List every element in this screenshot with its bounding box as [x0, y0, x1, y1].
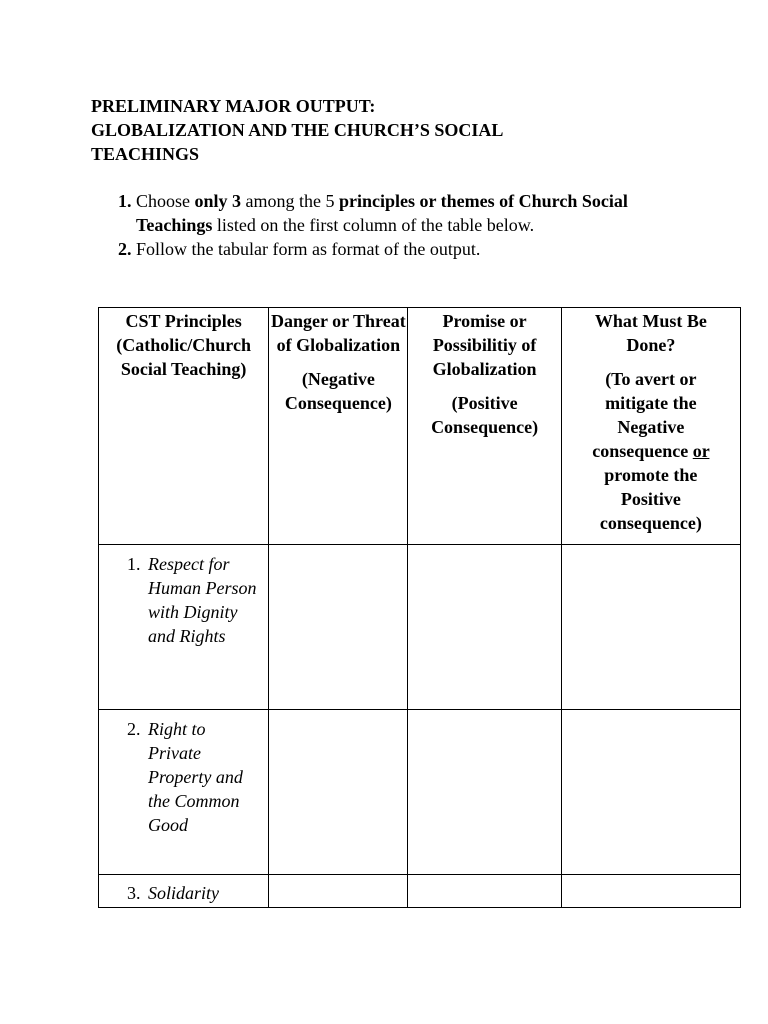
header-cst-principles: CST Principles (Catholic/Church Social Teaching): [99, 308, 269, 545]
title-line: GLOBALIZATION AND THE CHURCH’S SOCIAL: [91, 120, 504, 140]
title-line: PRELIMINARY MAJOR OUTPUT:: [91, 96, 376, 116]
empty-cell[interactable]: [561, 545, 740, 710]
principle-cell: 2. Right to Private Property and the Common Good: [99, 710, 269, 875]
header-promise: Promise or Possibilitiy of Globalization (Positive Consequence): [408, 308, 561, 545]
empty-cell[interactable]: [269, 710, 408, 875]
instruction-item: 2. Follow the tabular form as format of the output.: [136, 237, 696, 261]
table-row: [99, 875, 741, 908]
output-table: [98, 307, 741, 908]
title-line: TEACHINGS: [91, 144, 200, 164]
instruction-item: 1. Choose only 3 among the 5 principles or themes of Church Social Teachings listed on the first column of the table below.: [136, 189, 696, 237]
header-danger: Danger or Threat of Globalization (Negative Consequence): [269, 308, 408, 545]
instructions-list: [91, 189, 696, 261]
empty-cell[interactable]: [561, 710, 740, 875]
header-what-must-be-done: What Must Be Done? (To avert or mitigate the Negative consequence or promote the Positive consequence): [561, 308, 740, 545]
empty-cell[interactable]: [561, 875, 740, 908]
table-row: [99, 545, 741, 710]
table-header-row: [99, 308, 741, 545]
empty-cell[interactable]: [269, 545, 408, 710]
empty-cell[interactable]: [408, 545, 561, 710]
principle-cell: 3. Solidarity: [99, 875, 269, 908]
document-title: [91, 94, 691, 166]
empty-cell[interactable]: [408, 710, 561, 875]
empty-cell[interactable]: [408, 875, 561, 908]
empty-cell[interactable]: [269, 875, 408, 908]
principle-cell: 1. Respect for Human Person with Dignity and Rights: [99, 545, 269, 710]
table-row: [99, 710, 741, 875]
